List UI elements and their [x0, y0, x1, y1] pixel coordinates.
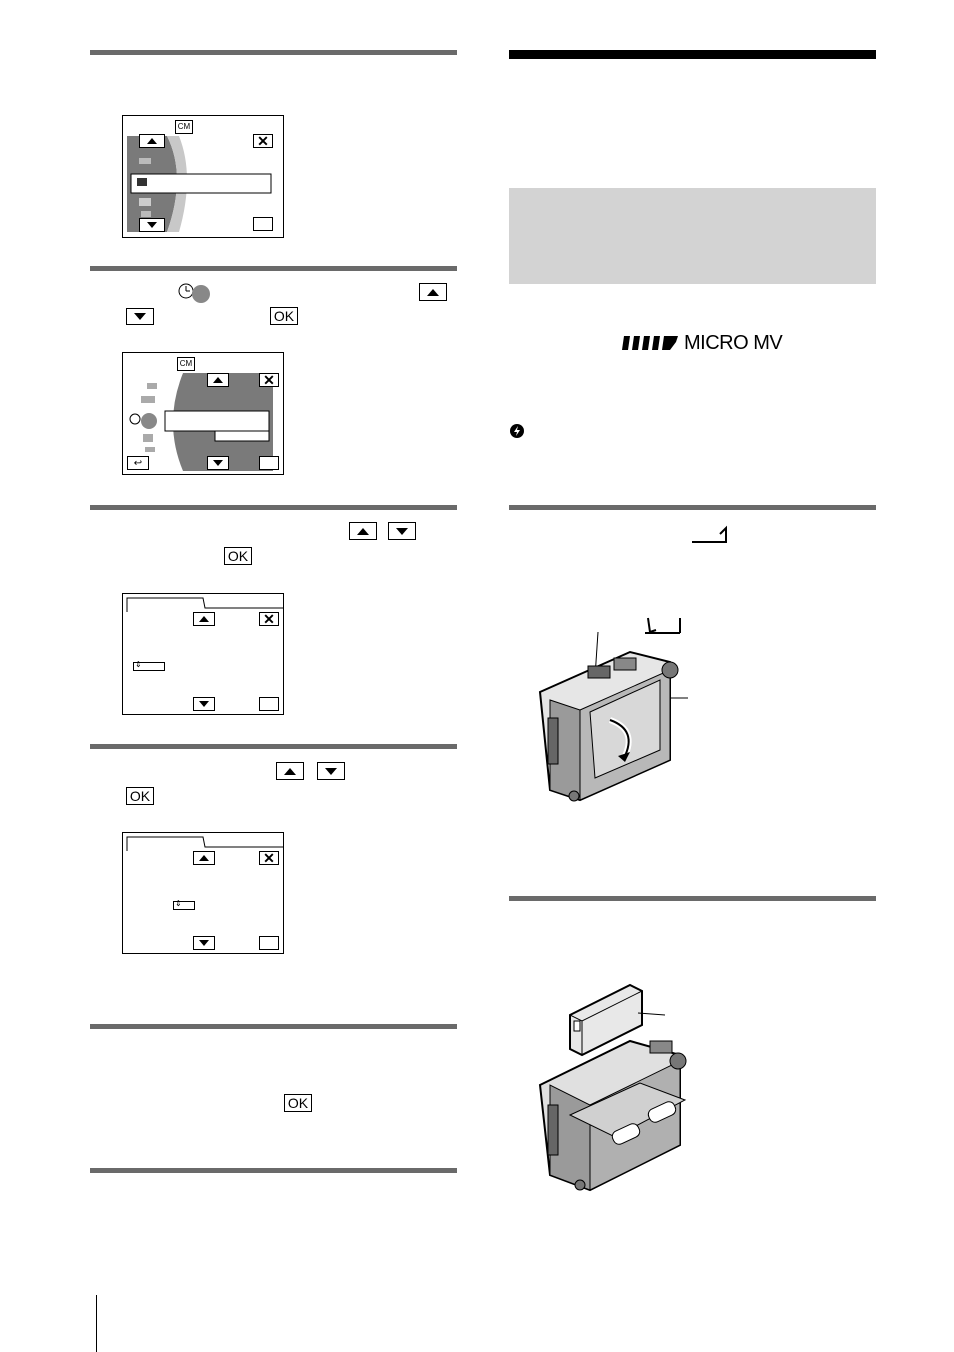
inline-down-button: [126, 308, 154, 325]
screen-ok-button[interactable]: [259, 936, 279, 950]
arrow-down-icon: [396, 528, 408, 535]
step-1r-rule: [509, 505, 876, 510]
arrow-up-icon: [357, 528, 369, 535]
value-field[interactable]: [133, 662, 165, 671]
camcorder-insert-illustration: [520, 975, 710, 1195]
step-3-rule: [90, 505, 457, 510]
inline-up-button: [276, 762, 304, 780]
arrow-down-icon: [199, 940, 209, 946]
caution-icon: [509, 423, 525, 439]
screen-ok-button[interactable]: [259, 456, 279, 470]
arrow-up-icon: [213, 377, 223, 383]
step-2-rule: [90, 266, 457, 271]
menu-screen-1: [122, 115, 284, 238]
arrow-down-icon: [199, 701, 209, 707]
arrow-up-icon: [427, 289, 439, 296]
micromv-logo-bars: [622, 334, 680, 352]
inline-down-button: [317, 762, 345, 780]
screen-ok-button[interactable]: [259, 697, 279, 711]
camcorder-open-illustration: [520, 610, 710, 810]
step-6-rule: [90, 1168, 457, 1173]
inline-ok-button: OK: [270, 307, 298, 325]
step-1-rule: [90, 50, 457, 55]
inline-ok-button: OK: [224, 547, 252, 565]
inline-up-button: [419, 283, 447, 301]
menu-up-button[interactable]: [139, 134, 165, 148]
cm-icon: CM: [175, 120, 193, 134]
close-icon: ✕: [263, 611, 275, 627]
section-heading-rule: [509, 50, 876, 59]
close-icon: ✕: [263, 850, 275, 866]
arrow-up-icon: [199, 855, 209, 861]
inline-up-button: [349, 522, 377, 540]
return-button[interactable]: [127, 456, 149, 470]
micromv-logo-text: MICRO MV: [684, 331, 783, 354]
close-button[interactable]: [259, 851, 279, 865]
step-4-rule: [90, 744, 457, 749]
arrow-down-icon: [147, 222, 157, 228]
setting-screen-4: [122, 832, 284, 954]
arrow-up-icon: [147, 138, 157, 144]
menu-down-button[interactable]: [207, 456, 229, 470]
arrow-down-icon: [213, 460, 223, 466]
step-2r-rule: [509, 896, 876, 901]
spin-icon: ⇕: [175, 899, 182, 908]
page-margin-line: [96, 1295, 97, 1352]
tab-outline: [123, 833, 284, 853]
clock-icon: [177, 281, 213, 305]
menu-down-button[interactable]: [139, 218, 165, 232]
arrow-down-icon: [134, 313, 146, 320]
value-up-button[interactable]: [193, 612, 215, 626]
value-down-button[interactable]: [193, 936, 215, 950]
arrow-down-icon: [325, 768, 337, 775]
arrow-up-icon: [284, 768, 296, 775]
screen-ok-button[interactable]: [253, 217, 273, 231]
menu-screen-2: [122, 352, 284, 475]
cm-icon: CM: [177, 357, 195, 371]
step-5-rule: [90, 1024, 457, 1029]
close-button[interactable]: [259, 612, 279, 626]
section-highlight-box: [509, 188, 876, 284]
inline-down-button: [388, 522, 416, 540]
setting-screen-3: [122, 593, 284, 715]
close-icon: ✕: [263, 372, 275, 388]
tab-outline: [123, 594, 284, 614]
value-up-button[interactable]: [193, 851, 215, 865]
inline-ok-button: OK: [284, 1094, 312, 1112]
value-field[interactable]: [173, 901, 195, 910]
inline-ok-button: OK: [126, 787, 154, 805]
close-button[interactable]: [253, 134, 273, 148]
micromv-logo: [622, 332, 782, 354]
close-button[interactable]: [259, 373, 279, 387]
eject-symbol-icon: [690, 524, 730, 544]
return-icon: ↩: [133, 457, 143, 469]
arrow-up-icon: [199, 616, 209, 622]
spin-icon: ⇕: [135, 660, 142, 669]
close-icon: ✕: [257, 133, 269, 149]
menu-up-button[interactable]: [207, 373, 229, 387]
value-down-button[interactable]: [193, 697, 215, 711]
